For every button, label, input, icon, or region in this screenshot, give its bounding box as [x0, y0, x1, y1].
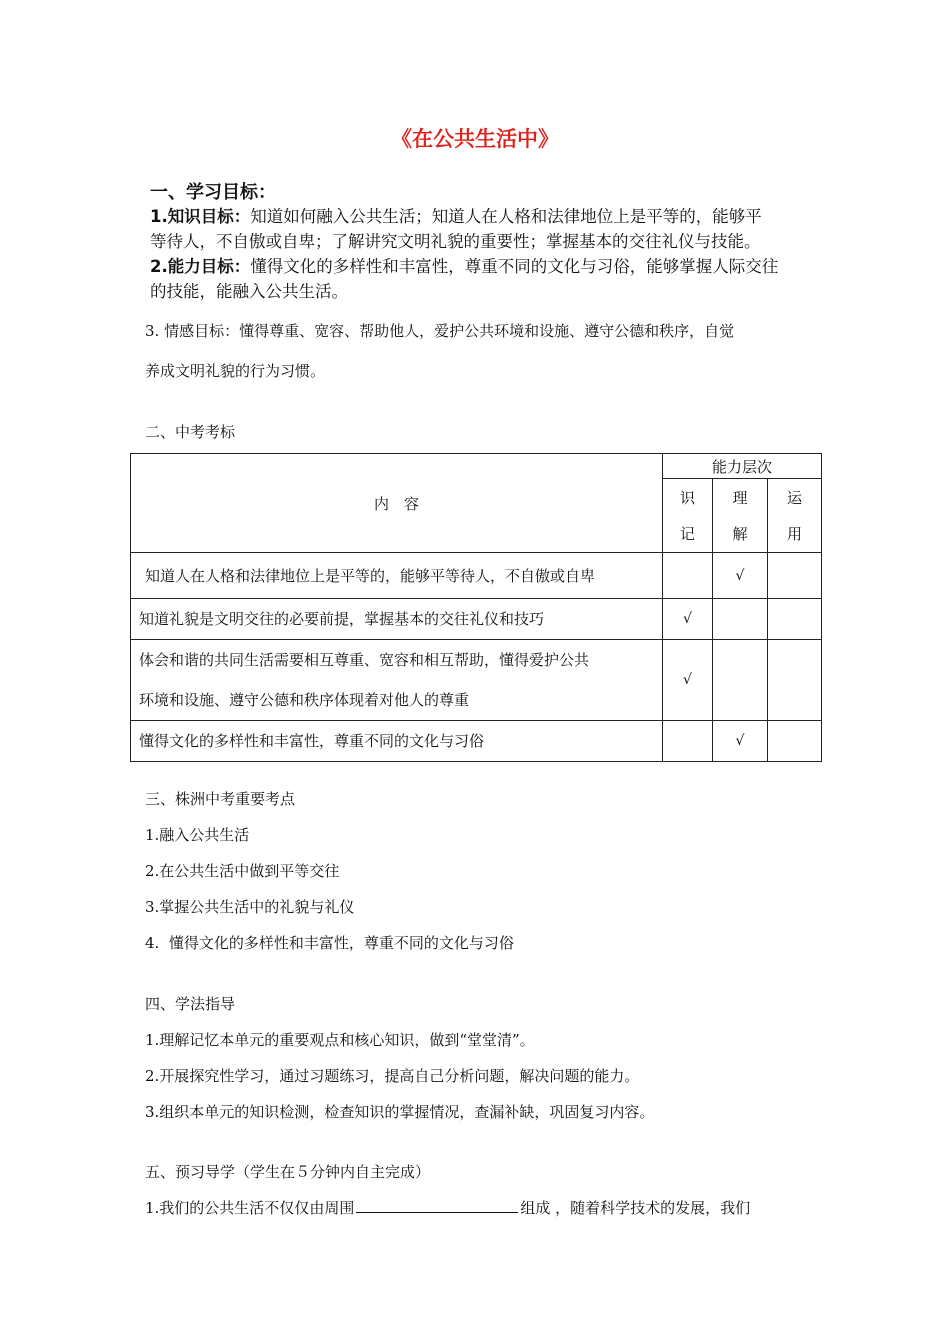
- row-content: 知道人在人格和法律地位上是平等的，能够平等待人，不自傲或自卑: [131, 553, 663, 599]
- apply-check: [768, 721, 822, 762]
- list-item: 2.在公共生活中做到平等交往: [145, 862, 340, 880]
- recall-check: √: [663, 599, 713, 640]
- list-item: 1.理解记忆本单元的重要观点和核心知识，做到“堂堂清”。: [145, 1031, 535, 1049]
- row-content: 体会和谐的共同生活需要相互尊重、宽容和相互帮助，懂得爱护公共 环境和设施、遵守公德和秩序体现着对他人的尊重: [131, 640, 663, 721]
- understand-check: √: [713, 553, 768, 599]
- section-heading-key-points: 三、株洲中考重要考点: [145, 790, 296, 808]
- exam-standards-table: [130, 453, 822, 762]
- apply-check: [768, 599, 822, 640]
- understand-check: [713, 599, 768, 640]
- apply-check: [768, 640, 822, 721]
- level-understand-header: 理 解: [713, 479, 768, 553]
- table-row: [131, 599, 822, 640]
- recall-check: [663, 553, 713, 599]
- level-recall-header: 识 记: [663, 479, 713, 553]
- page-title: 《在公共生活中》: [391, 127, 559, 151]
- emotion-goal-line2: 养成文明礼貌的行为习惯。: [145, 362, 326, 380]
- recall-check: √: [663, 640, 713, 721]
- list-item: 4. 懂得文化的多样性和丰富性，尊重不同的文化与习俗: [145, 934, 514, 952]
- knowledge-goal-line2: 等待人，不自傲或自卑；了解讲究文明礼貌的重要性；掌握基本的交往礼仪与技能。: [150, 232, 761, 251]
- ability-goal-text: 懂得文化的多样性和丰富性，尊重不同的文化与习俗，能够掌握人际交往: [250, 257, 779, 276]
- understand-check: √: [713, 721, 768, 762]
- level-apply-header: 运 用: [768, 479, 822, 553]
- table-row: [131, 640, 822, 721]
- emotion-goal-line1: 3. 情感目标：懂得尊重、宽容、帮助他人，爱护公共环境和设施、遵守公德和秩序，自觉: [145, 322, 735, 340]
- knowledge-goal-text: 知道如何融入公共生活；知道人在人格和法律地位上是平等的，能够平: [250, 207, 762, 226]
- apply-check: [768, 553, 822, 599]
- section-heading-study-methods: 四、学法指导: [145, 995, 236, 1013]
- recall-check: [663, 721, 713, 762]
- table-row: [131, 721, 822, 762]
- ability-goal-label: 2.能力目标：: [150, 257, 251, 276]
- list-item: 2.开展探究性学习，通过习题练习，提高自己分析问题，解决问题的能力。: [145, 1067, 640, 1085]
- table-row: [131, 553, 822, 599]
- ability-goal-line1: [150, 253, 778, 277]
- knowledge-goal-line1: [150, 203, 762, 227]
- content-header: 内 容: [131, 454, 663, 553]
- list-item: 3.掌握公共生活中的礼貌与礼仪: [145, 898, 355, 916]
- knowledge-goal-label: 1.知识目标：: [150, 207, 251, 226]
- section-heading-preview: 五、预习导学（学生在５分钟内自主完成）: [145, 1163, 431, 1181]
- row-content: 知道礼貌是文明交往的必要前提，掌握基本的交往礼仪和技巧: [131, 599, 663, 640]
- answer-blank[interactable]: [356, 1198, 518, 1213]
- row-content: 懂得文化的多样性和丰富性，尊重不同的文化与习俗: [131, 721, 663, 762]
- question-1-before: 1.我们的公共生活不仅仅由周围: [145, 1199, 355, 1217]
- list-item: 1.融入公共生活: [145, 826, 250, 844]
- section-heading-goals: 一、学习目标：: [150, 182, 276, 203]
- section-heading-exam-standards: 二、中考考标: [145, 423, 236, 441]
- question-1: [145, 1197, 750, 1218]
- ability-goal-line2: 的技能，能融入公共生活。: [150, 282, 348, 301]
- question-1-after: 组成 ，随着科学技术的发展，我们: [520, 1199, 751, 1217]
- list-item: 3.组织本单元的知识检测，检查知识的掌握情况，查漏补缺，巩固复习内容。: [145, 1103, 655, 1121]
- ability-level-header: 能力层次: [663, 454, 822, 479]
- understand-check: [713, 640, 768, 721]
